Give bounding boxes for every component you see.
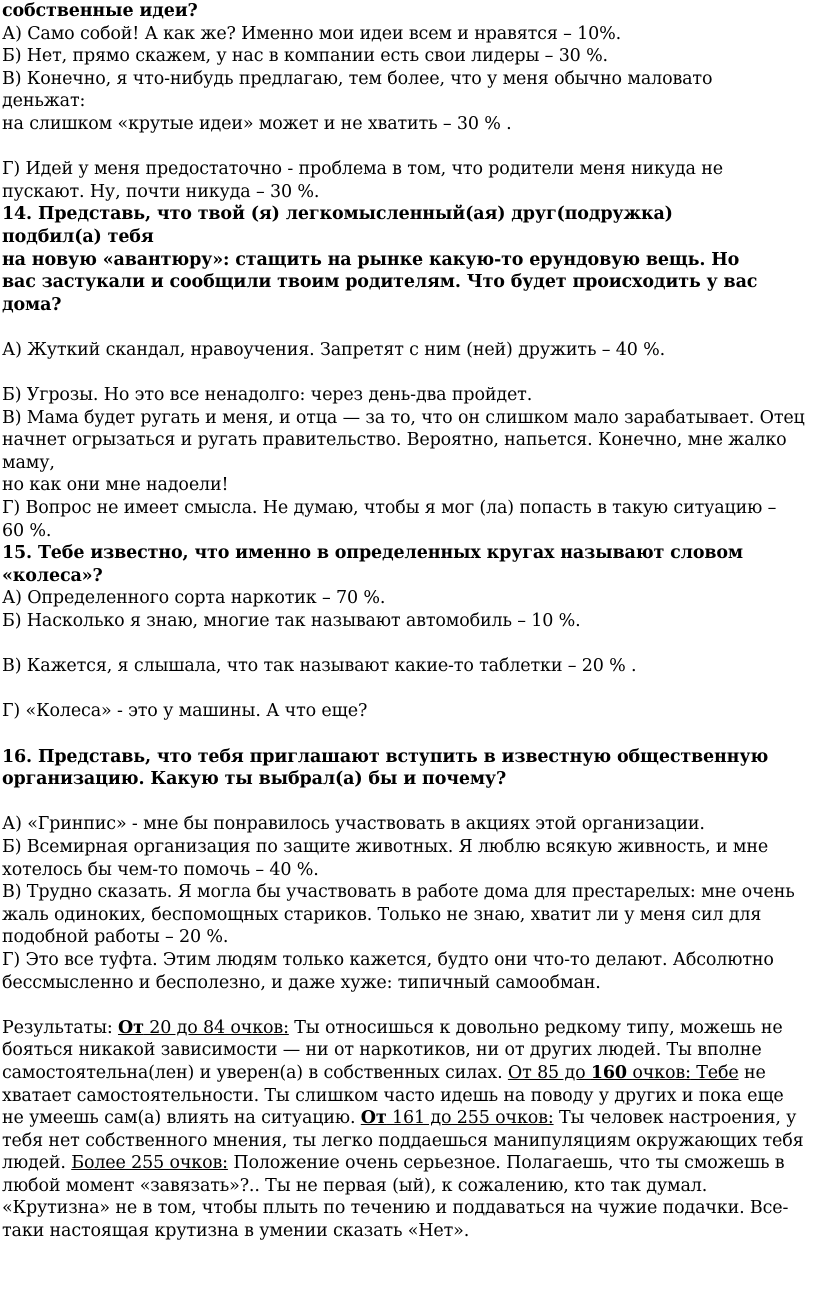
results-line4: хватает самостоятельности. Ты слишком часто идешь на поводу у других и пока еще bbox=[2, 1085, 784, 1106]
q16-title-line1: 16. Представь, что тебя приглашают вступить в известную общественную bbox=[2, 746, 769, 767]
results-line7-end: Положение очень серьезное. Полагаешь, что ты сможешь в bbox=[227, 1153, 785, 1174]
q13-option-c-line1: В) Конечно, я что-нибудь предлагаю, тем более, что у меня обычно маловато bbox=[2, 68, 713, 89]
range1-from: От bbox=[118, 1017, 144, 1038]
q14-option-c-line1: В) Мама будет ругать и меня, и отца — за то, что он слишком мало зарабатывает. Отец bbox=[2, 407, 805, 428]
q15-option-d: Г) «Колеса» - это у машины. А что еще? bbox=[2, 701, 368, 722]
q16-option-b-line2: хотелось бы чем-то помочь – 40 %. bbox=[2, 859, 319, 880]
question-13 bbox=[2, 0, 814, 203]
q14-option-a: А) Жуткий скандал, нравоучения. Запретят с ним (ней) дружить – 40 %. bbox=[2, 339, 666, 360]
q16-option-a: А) «Гринпис» - мне бы понравилось участвовать в акциях этой организации. bbox=[2, 814, 705, 835]
range2-word: Тебе bbox=[690, 1062, 739, 1083]
question-13-title-tail: собственные идеи? bbox=[2, 1, 198, 21]
results-line7-text: людей. bbox=[2, 1153, 72, 1174]
blank-line bbox=[2, 136, 814, 159]
range3-from: От bbox=[360, 1108, 387, 1129]
q15-option-a: А) Определенного сорта наркотик – 70 %. bbox=[2, 588, 386, 609]
results-line10: таки настоящая крутизна в умении сказать «Нет». bbox=[2, 1221, 470, 1242]
range3-heading: 161 до 255 очков: bbox=[386, 1108, 554, 1129]
q16-option-c-line3: подобной работы – 20 %. bbox=[2, 927, 229, 948]
q14-option-d-line2: 60 %. bbox=[2, 520, 52, 541]
q16-title-line2: организацию. Какую ты выбрал(а) бы и почему? bbox=[2, 769, 507, 790]
q15-option-c: В) Кажется, я слышала, что так называют какие-то таблетки – 20 % . bbox=[2, 656, 637, 677]
results-line6: тебя нет собственного мнения, ты легко поддаешься манипуляциям окружающих тебя bbox=[2, 1130, 804, 1151]
q14-option-b: Б) Угрозы. Но это все ненадолго: через день-два пройдет. bbox=[2, 385, 533, 406]
results-section bbox=[2, 1017, 814, 1243]
q13-option-c-line3: на слишком «крутые идеи» может и не хватить – 30 % . bbox=[2, 113, 512, 134]
q16-option-d-line1: Г) Это все туфта. Этим людям только кажется, будто они что-то делают. Абсолютно bbox=[2, 949, 774, 970]
q13-option-d-line1: Г) Идей у меня предостаточно - проблема в том, что родители меня никуда не bbox=[2, 159, 723, 180]
q13-option-a: А) Само собой! А как же? Именно мои идеи всем и нравятся – 10%. bbox=[2, 23, 621, 44]
results-line5-text: не умеешь сам(а) влиять на ситуацию. bbox=[2, 1108, 361, 1129]
q14-option-d-line1: Г) Вопрос не имеет смысла. Не думаю, чтобы я мог (ла) попасть в такую ситуацию – bbox=[2, 498, 777, 519]
q15-title-line1: 15. Тебе известно, что именно в определенных кругах называют словом bbox=[2, 543, 743, 564]
q14-option-c-line3: маму, bbox=[2, 452, 55, 473]
blank-line bbox=[2, 678, 814, 701]
results-line3 bbox=[2, 1062, 814, 1085]
blank-line bbox=[2, 723, 814, 746]
results-label: Результаты: bbox=[2, 1017, 119, 1038]
q14-title-line5: дома? bbox=[2, 294, 62, 315]
q16-option-d-line2: бессмысленно и бесполезно, и даже хуже: типичный самообман. bbox=[2, 972, 601, 993]
results-line3-end: не bbox=[738, 1062, 766, 1083]
range2-number: 160 bbox=[590, 1062, 627, 1083]
range4-heading: Более 255 очков: bbox=[71, 1153, 228, 1174]
q13-option-d-line2: пускают. Ну, почти никуда – 30 %. bbox=[2, 181, 320, 202]
q14-option-c-line4: но как они мне надоели! bbox=[2, 475, 229, 496]
results-line1 bbox=[2, 1017, 814, 1040]
blank-line bbox=[2, 362, 814, 385]
q15-option-b: Б) Насколько я знаю, многие так называют автомобиль – 10 %. bbox=[2, 611, 581, 632]
question-15 bbox=[2, 542, 814, 745]
range1-heading: 20 до 84 очков: bbox=[143, 1017, 289, 1038]
results-line8: любой момент «завязать»?.. Ты не первая (ый), к сожалению, кто так думал. bbox=[2, 1175, 708, 1196]
q16-option-b-line1: Б) Всемирная организация по защите животных. Я люблю всякую живность, и мне bbox=[2, 836, 769, 857]
q14-option-c-line2: начнет огрызаться и ругать правительство. Вероятно, напьется. Конечно, мне жалко bbox=[2, 430, 787, 451]
range2-heading-b: очков: bbox=[626, 1062, 691, 1083]
blank-line bbox=[2, 791, 814, 814]
results-line5 bbox=[2, 1107, 814, 1130]
q16-option-c-line2: жаль одиноких, беспомощных стариков. Только не знаю, хватит ли у меня сил для bbox=[2, 904, 762, 925]
q14-title-line3: на новую «авантюру»: стащить на рынке какую-то ерундовую вещь. Но bbox=[2, 249, 740, 270]
blank-line bbox=[2, 633, 814, 656]
results-line3-text: самостоятельна(лен) и уверен(а) в собственных силах. bbox=[2, 1062, 508, 1083]
range2-heading-a: От 85 до bbox=[507, 1062, 591, 1083]
results-line2: бояться никакой зависимости — ни от наркотиков, ни от других людей. Ты вполне bbox=[2, 1040, 762, 1061]
q14-title-line4: вас застукали и сообщили твоим родителям. Что будет происходить у вас bbox=[2, 272, 758, 293]
question-16 bbox=[2, 746, 814, 1017]
q13-option-c-line2: деньжат: bbox=[2, 91, 86, 112]
q15-title-line2: «колеса»? bbox=[2, 565, 103, 586]
results-line5-end: Ты человек настроения, у bbox=[553, 1108, 797, 1129]
q14-title-line2: подбил(а) тебя bbox=[2, 226, 154, 247]
q14-title-line1: 14. Представь, что твой (я) легкомысленный(ая) друг(подружка) bbox=[2, 204, 673, 225]
range1-text: Ты относишься к довольно редкому типу, можешь не bbox=[288, 1017, 783, 1038]
results-line9: «Крутизна» не в том, чтобы плыть по течению и поддаваться на чужие подачки. Все- bbox=[2, 1198, 789, 1219]
q13-option-b: Б) Нет, прямо скажем, у нас в компании есть свои лидеры – 30 %. bbox=[2, 46, 608, 67]
q16-option-c-line1: В) Трудно сказать. Я могла бы участвовать в работе дома для престарелых: мне очень bbox=[2, 882, 795, 903]
question-14 bbox=[2, 203, 814, 542]
blank-line bbox=[2, 316, 814, 339]
results-line7 bbox=[2, 1152, 814, 1175]
blank-line bbox=[2, 994, 814, 1017]
